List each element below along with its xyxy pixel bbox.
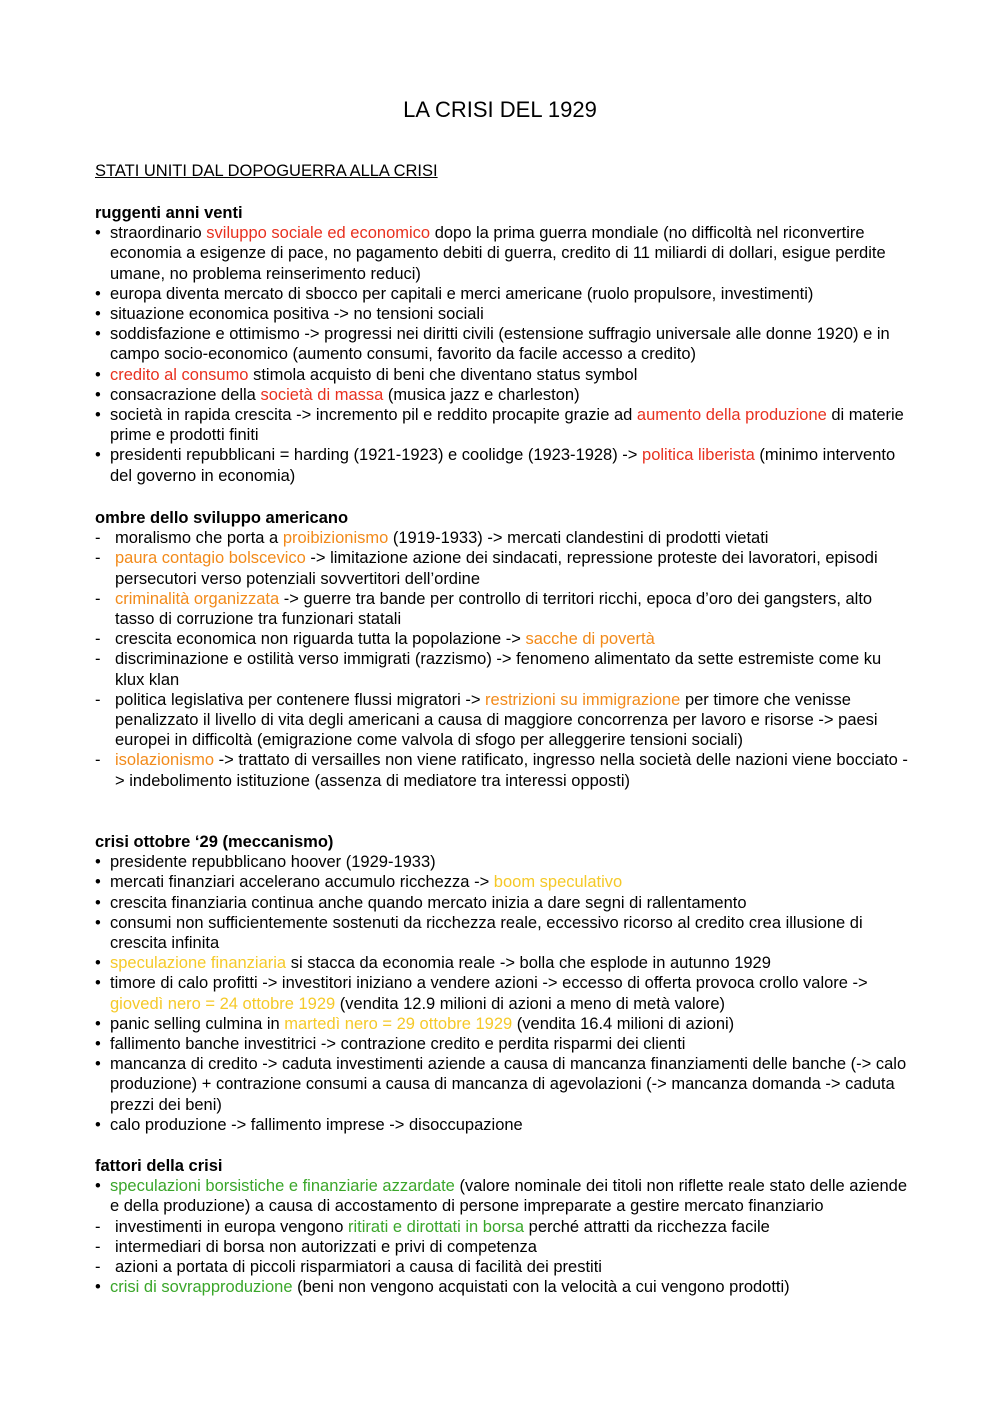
- item-text: timore di calo profitti -> investitori iniziano a vendere azioni -> eccesso di offerta provoca crollo valore ->: [110, 974, 868, 993]
- item-text: calo produzione -> fallimento imprese -> disoccupazione: [110, 1115, 523, 1134]
- item-text: consumi non sufficientemente sostenuti da ricchezza reale, eccessivo ricorso al credito crea illusione di crescita infinita: [110, 913, 863, 953]
- item-text: dopo la prima guerra mondiale (no difficoltà nel riconvertire economia a esigenze di pace, no pagamento debiti di guerra, credito di 11 miliardi di dollari, esigue perdite umane, no problema reinserimento reduci): [110, 224, 886, 283]
- page-subtitle: STATI UNITI DAL DOPOGUERRA ALLA CRISI: [95, 162, 438, 180]
- item-text: investimenti in europa vengono: [115, 1217, 348, 1236]
- item-text: di materie prime e prodotti finiti: [110, 406, 904, 445]
- section-heading: ruggenti anni venti: [95, 204, 243, 222]
- bullet-marker: •: [95, 853, 101, 872]
- dash-marker: -: [95, 529, 101, 548]
- bullet-list-item: [95, 385, 915, 405]
- item-text: (valore nominale dei titoli non riflette reale stato delle aziende e della produzione) a causa di accostamento di persone impreparate a gestire mercato finanziario: [110, 1177, 908, 1216]
- section-heading: fattori della crisi: [95, 1157, 223, 1175]
- item-text: (1919-1933) -> mercati clandestini di prodotti vietati: [388, 529, 769, 548]
- highlight-text: speculazione finanziaria: [110, 954, 287, 973]
- dash-list-item: [95, 589, 915, 629]
- section-list: [95, 528, 915, 791]
- section-list: [95, 223, 915, 486]
- item-text: soddisfazione e ottimismo -> progressi nei diritti civili (estensione suffragio universale alle donne 1920) e in campo socio-economico (aumento consumi, favorito da facile accesso a credito): [110, 325, 890, 364]
- dash-marker: -: [95, 630, 101, 649]
- section-list: [95, 1176, 915, 1297]
- bullet-marker: •: [95, 224, 101, 243]
- bullet-marker: •: [95, 873, 101, 892]
- dash-marker: -: [95, 589, 101, 608]
- bullet-list-item: [95, 1176, 915, 1216]
- bullet-marker: •: [95, 1035, 101, 1054]
- highlight-text: proibizionismo: [282, 529, 389, 548]
- bullet-list-item: [95, 973, 915, 1013]
- highlight-text: isolazionismo: [115, 751, 215, 770]
- bullet-marker: •: [95, 1115, 101, 1134]
- item-text: crescita economica non riguarda tutta la popolazione ->: [115, 630, 526, 649]
- bullet-list-item: [95, 223, 915, 284]
- item-text: perché attratti da ricchezza facile: [524, 1217, 770, 1236]
- item-text: mercati finanziari accelerano accumulo ricchezza ->: [110, 873, 494, 892]
- item-text: crescita finanziaria continua anche quando mercato inizia a dare segni di rallentamento: [110, 893, 747, 912]
- highlight-text: società di massa: [260, 385, 384, 404]
- bullet-list-item: [95, 405, 915, 445]
- dash-list-item: [95, 750, 915, 790]
- section-ruggenti-anni-venti: [95, 203, 915, 486]
- item-text: si stacca da economia reale -> bolla che esplode in autunno 1929: [286, 954, 771, 973]
- dash-marker: -: [95, 549, 101, 568]
- bullet-list-item: [95, 1054, 915, 1115]
- section-crisi-ottobre-29: [95, 832, 915, 1135]
- item-text: panic selling culmina in: [110, 1014, 285, 1033]
- item-text: (vendita 12.9 milioni di azioni a meno di metà valore): [335, 994, 725, 1013]
- dash-marker: -: [95, 690, 101, 709]
- item-text: politica legislativa per contenere flussi migratori ->: [115, 690, 486, 709]
- bullet-list-item: [95, 324, 915, 364]
- bullet-list-item: [95, 304, 915, 324]
- bullet-marker: •: [95, 1177, 101, 1196]
- highlight-text: giovedì nero = 24 ottobre 1929: [110, 994, 336, 1013]
- section-fattori-crisi: [95, 1156, 915, 1297]
- item-text: europa diventa mercato di sbocco per capitali e merci americane (ruolo propulsore, investimenti): [110, 284, 814, 303]
- bullet-list-item: [95, 953, 915, 973]
- item-text: società in rapida crescita -> incremento pil e reddito procapite grazie ad: [110, 406, 637, 425]
- item-text: -> guerre tra bande per controllo di territori ricchi, epoca d’oro dei gangsters, alto tasso di corruzione tra funzionari statali: [115, 589, 873, 629]
- section-heading: ombre dello sviluppo americano: [95, 509, 349, 527]
- item-text: stimola acquisto di beni che diventano status symbol: [248, 365, 638, 384]
- bullet-list-item: [95, 365, 915, 385]
- bullet-marker: •: [95, 1278, 101, 1297]
- item-text: azioni a portata di piccoli risparmiatori a causa di facilità dei prestiti: [115, 1258, 602, 1277]
- bullet-marker: •: [95, 446, 101, 465]
- bullet-list-item: [95, 913, 915, 953]
- highlight-text: boom speculativo: [493, 873, 623, 892]
- item-text: fallimento banche investitrici -> contrazione credito e perdita risparmi dei clienti: [110, 1035, 686, 1054]
- bullet-marker: •: [95, 305, 101, 324]
- bullet-list-item: [95, 1034, 915, 1054]
- bullet-list-item: [95, 284, 915, 304]
- dash-marker: -: [95, 1258, 101, 1277]
- item-text: -> trattato di versailles non viene ratificato, ingresso nella società delle nazioni viene bocciato -> indebolimento istituzione (assenza di mediatore tra interessi opposti): [115, 751, 908, 790]
- section-heading: crisi ottobre ‘29 (meccanismo): [95, 833, 334, 851]
- item-text: straordinario: [110, 224, 207, 243]
- highlight-text: criminalità organizzata: [115, 589, 280, 608]
- bullet-list-item: [95, 893, 915, 913]
- section-ombre-sviluppo: [95, 508, 915, 791]
- bullet-list-item: [95, 445, 915, 485]
- dash-list-item: [95, 629, 915, 649]
- dash-list-item: [95, 528, 915, 548]
- item-text: discriminazione e ostilità verso immigrati (razzismo) -> fenomeno alimentato da sette estremiste come ku klux klan: [115, 650, 882, 689]
- highlight-text: aumento della produzione: [636, 406, 827, 425]
- dash-marker: -: [95, 1237, 101, 1256]
- item-text: (minimo intervento del governo in economia): [110, 446, 896, 485]
- dash-list-item: [95, 690, 915, 751]
- bullet-marker: •: [95, 284, 101, 303]
- bullet-list-item: [95, 1115, 915, 1135]
- bullet-list-item: [95, 852, 915, 872]
- dash-marker: -: [95, 650, 101, 669]
- dash-list-item: [95, 1237, 915, 1257]
- item-text: (vendita 16.4 milioni di azioni): [512, 1014, 735, 1033]
- item-text: per timore che venisse penalizzato il livello di vita degli americani a causa di maggiore concorrenza per lavoro e risorse -> paesi europei in difficoltà (emigrazione come valvola di sfogo per alleggerire tensioni sociali): [115, 690, 878, 750]
- item-text: mancanza di credito -> caduta investimenti aziende a causa di mancanza finanziamenti delle banche (-> calo produzione) + contrazione consumi a causa di mancanza di agevolazioni (-> mancanza domanda -> caduta prezzi dei beni): [110, 1055, 907, 1114]
- highlight-text: crisi di sovrapproduzione: [110, 1278, 293, 1297]
- dash-list-item: [95, 649, 915, 689]
- section-list: [95, 852, 915, 1135]
- page-title: LA CRISI DEL 1929: [403, 97, 597, 122]
- item-text: situazione economica positiva -> no tensioni sociali: [110, 305, 484, 324]
- highlight-text: martedì nero = 29 ottobre 1929: [284, 1014, 513, 1033]
- bullet-list-item: [95, 1014, 915, 1034]
- item-text: -> limitazione azione dei sindacati, repressione proteste dei lavoratori, episodi persecutori verso potenziali sovvertitori dell’ordine: [115, 549, 878, 588]
- highlight-text: paura contagio bolscevico: [115, 549, 306, 568]
- highlight-text: speculazioni borsistiche e finanziarie azzardate: [110, 1177, 455, 1196]
- dash-list-item: [95, 1217, 915, 1237]
- bullet-list-item: [95, 872, 915, 892]
- bullet-marker: •: [95, 385, 101, 404]
- bullet-marker: •: [95, 974, 101, 993]
- item-text: consacrazione della: [110, 385, 261, 404]
- bullet-marker: •: [95, 954, 101, 973]
- bullet-marker: •: [95, 1055, 101, 1074]
- highlight-text: ritirati e dirottati in borsa: [347, 1217, 525, 1236]
- item-text: (musica jazz e charleston): [383, 385, 580, 404]
- highlight-text: restrizioni su immigrazione: [485, 690, 681, 709]
- bullet-marker: •: [95, 1014, 101, 1033]
- dash-marker: -: [95, 751, 101, 770]
- dash-marker: -: [95, 1217, 101, 1236]
- dash-list-item: [95, 1257, 915, 1277]
- item-text: presidenti repubblicani = harding (1921-1923) e coolidge (1923-1928) ->: [110, 446, 643, 465]
- item-text: intermediari di borsa non autorizzati e privi di competenza: [115, 1237, 537, 1256]
- bullet-marker: •: [95, 365, 101, 384]
- highlight-text: sacche di povertà: [525, 630, 655, 649]
- bullet-marker: •: [95, 913, 101, 932]
- highlight-text: credito al consumo: [110, 365, 249, 384]
- bullet-list-item: [95, 1277, 915, 1297]
- item-text: presidente repubblicano hoover (1929-1933): [110, 853, 436, 872]
- dash-list-item: [95, 548, 915, 588]
- item-text: (beni non vengono acquistati con la velocità a cui vengono prodotti): [292, 1278, 790, 1297]
- item-text: moralismo che porta a: [115, 529, 283, 548]
- highlight-text: politica liberista: [642, 446, 755, 465]
- bullet-marker: •: [95, 325, 101, 344]
- bullet-marker: •: [95, 406, 101, 425]
- highlight-text: sviluppo sociale ed economico: [206, 224, 431, 243]
- bullet-marker: •: [95, 893, 101, 912]
